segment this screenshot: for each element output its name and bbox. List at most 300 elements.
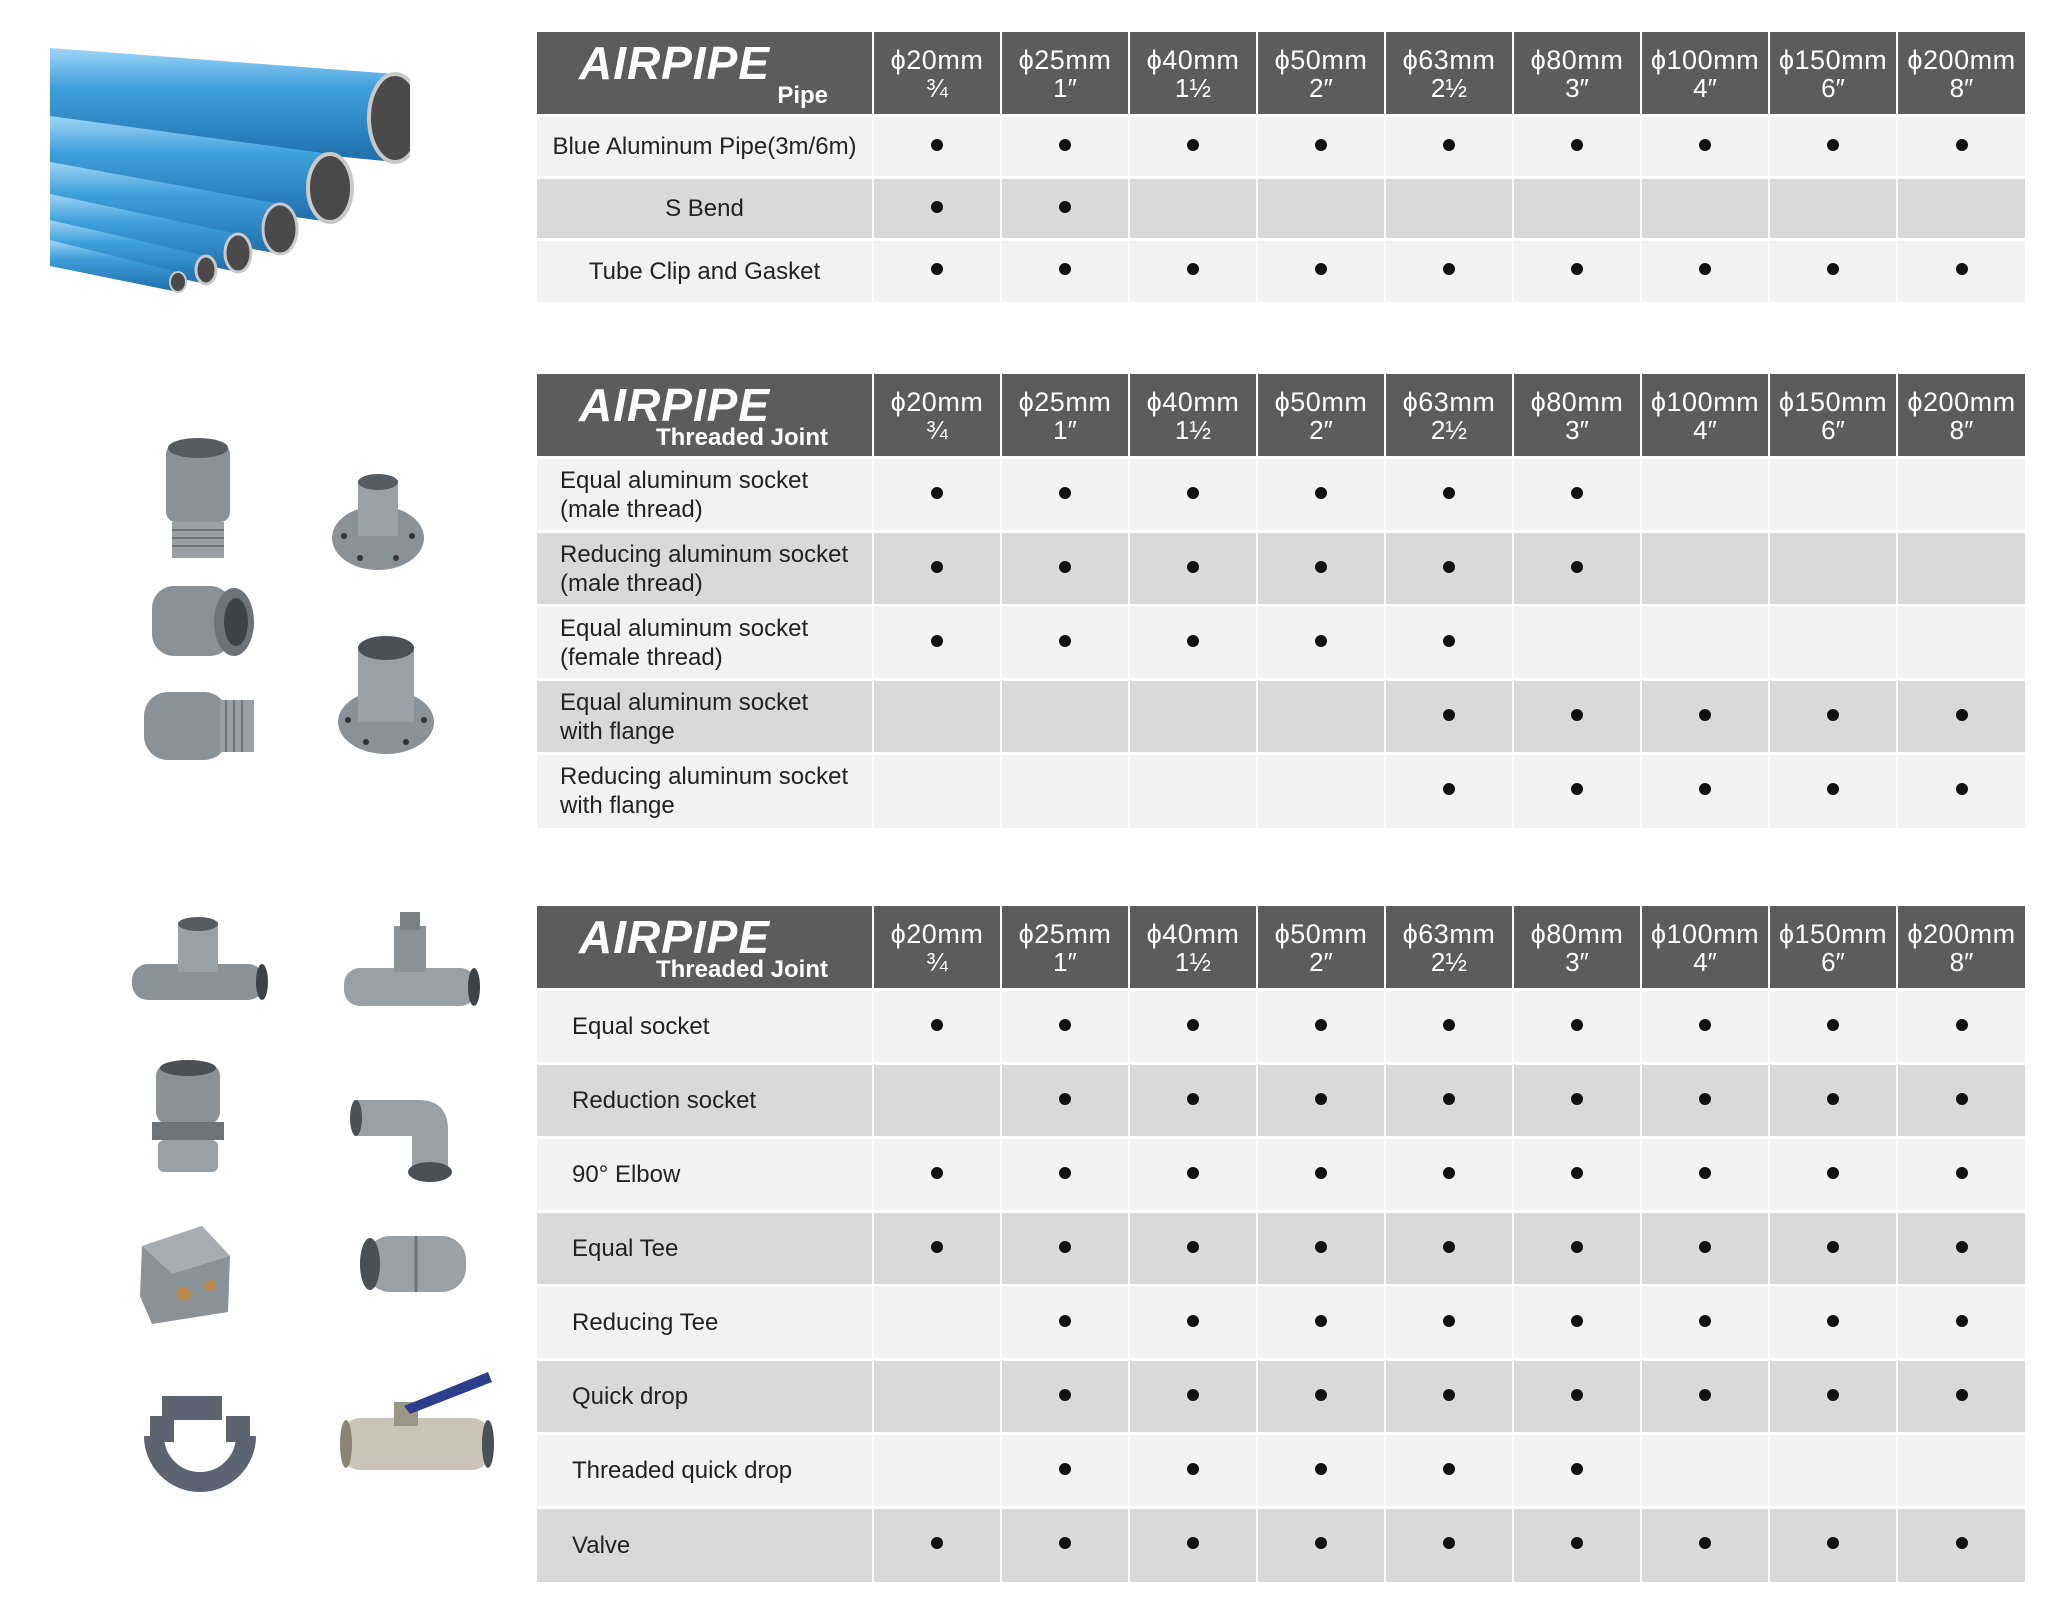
availability-dot-icon <box>1443 1463 1455 1475</box>
availability-dot-icon <box>1059 487 1071 499</box>
size-inch-label: 2½ <box>1430 415 1468 445</box>
availability-cell <box>1257 1360 1385 1434</box>
availability-cell <box>1513 990 1641 1064</box>
availability-cell <box>1513 754 1641 828</box>
availability-dot-icon <box>1827 139 1839 151</box>
availability-dot-icon <box>1315 1389 1327 1401</box>
size-inch-label: 1½ <box>1174 415 1212 445</box>
size-mm-label: ϕ40mm <box>1146 45 1240 75</box>
availability-cell <box>1001 1286 1129 1360</box>
size-mm-label: ϕ50mm <box>1274 919 1368 949</box>
availability-cell <box>1897 1064 2025 1138</box>
size-inch-label: 4″ <box>1693 947 1717 977</box>
availability-cell <box>873 1434 1001 1508</box>
row-label: S Bend <box>537 178 873 240</box>
availability-cell <box>1385 754 1513 828</box>
row-label: Tube Clip and Gasket <box>537 240 873 302</box>
size-column-header <box>1129 374 1257 458</box>
availability-cell <box>1897 532 2025 606</box>
size-column-header <box>1257 374 1385 458</box>
size-inch-label: 3″ <box>1565 415 1589 445</box>
tee-icon <box>128 912 268 1022</box>
availability-cell <box>1897 754 2025 828</box>
availability-cell <box>1641 178 1769 240</box>
availability-cell <box>1641 754 1769 828</box>
availability-cell <box>1385 1138 1513 1212</box>
availability-cell <box>1257 990 1385 1064</box>
size-mm-label: ϕ25mm <box>1018 919 1112 949</box>
size-column-header <box>873 906 1001 990</box>
availability-cell <box>1897 1286 2025 1360</box>
availability-cell <box>1001 1064 1129 1138</box>
availability-cell <box>1129 240 1257 302</box>
size-mm-label: ϕ200mm <box>1907 387 2016 417</box>
female-socket-icon <box>142 574 262 670</box>
size-mm-label: ϕ100mm <box>1650 45 1760 75</box>
size-mm-label: ϕ50mm <box>1274 45 1368 75</box>
flange-pipe-socket-icon <box>336 628 436 756</box>
size-inch-label: 1″ <box>1053 947 1077 977</box>
row-label: 90° Elbow <box>537 1138 873 1212</box>
availability-dot-icon <box>1827 1389 1839 1401</box>
availability-dot-icon <box>1571 1167 1583 1179</box>
availability-cell <box>1257 240 1385 302</box>
row-label: Reduction socket <box>537 1064 873 1138</box>
availability-dot-icon <box>1187 1315 1199 1327</box>
availability-dot-icon <box>1571 709 1583 721</box>
threaded-socket-icon <box>146 1058 230 1176</box>
size-inch-label: ¾ <box>926 73 948 103</box>
availability-dot-icon <box>1827 1019 1839 1031</box>
size-column-header <box>1513 906 1641 990</box>
availability-cell <box>873 1508 1001 1582</box>
availability-cell <box>1897 990 2025 1064</box>
ball-valve-icon <box>338 1366 494 1490</box>
availability-dot-icon <box>931 635 943 647</box>
availability-dot-icon <box>1443 139 1455 151</box>
availability-cell <box>1129 1286 1257 1360</box>
table-row <box>537 1138 2025 1212</box>
table-row <box>537 680 2025 754</box>
size-column-header <box>1257 32 1385 116</box>
availability-cell <box>1769 606 1897 680</box>
table-row <box>537 1508 2025 1582</box>
availability-cell <box>1385 116 1513 178</box>
availability-dot-icon <box>1699 1389 1711 1401</box>
availability-cell <box>1001 990 1129 1064</box>
availability-cell <box>1385 178 1513 240</box>
availability-cell <box>1257 606 1385 680</box>
availability-dot-icon <box>1699 783 1711 795</box>
size-header-row <box>537 906 2025 990</box>
availability-cell <box>1641 990 1769 1064</box>
availability-cell <box>1641 116 1769 178</box>
availability-cell <box>1129 606 1257 680</box>
availability-cell <box>1769 1064 1897 1138</box>
availability-cell <box>1257 1212 1385 1286</box>
availability-dot-icon <box>1059 139 1071 151</box>
size-mm-label: ϕ150mm <box>1778 45 1888 75</box>
availability-cell <box>1001 1434 1129 1508</box>
availability-dot-icon <box>1699 1093 1711 1105</box>
size-column-header <box>873 32 1001 116</box>
availability-cell <box>1257 1138 1385 1212</box>
size-mm-label: ϕ25mm <box>1018 387 1112 417</box>
availability-cell <box>873 680 1001 754</box>
availability-dot-icon <box>1571 1537 1583 1549</box>
availability-dot-icon <box>1699 1167 1711 1179</box>
brand-logo: AIRPIPE <box>579 379 771 431</box>
availability-dot-icon <box>1443 561 1455 573</box>
availability-cell <box>1129 1064 1257 1138</box>
availability-cell <box>873 532 1001 606</box>
availability-cell <box>1129 1212 1257 1286</box>
availability-cell <box>1769 1212 1897 1286</box>
size-inch-label: 6″ <box>1821 73 1845 103</box>
availability-dot-icon <box>1699 263 1711 275</box>
availability-dot-icon <box>1827 1537 1839 1549</box>
availability-cell <box>873 1286 1001 1360</box>
availability-dot-icon <box>931 1167 943 1179</box>
joint-fittings-spec-block <box>537 906 2025 1582</box>
availability-dot-icon <box>1571 561 1583 573</box>
availability-dot-icon <box>1443 1241 1455 1253</box>
availability-cell <box>1129 990 1257 1064</box>
availability-cell <box>1257 178 1385 240</box>
availability-cell <box>1385 1064 1513 1138</box>
size-mm-label: ϕ200mm <box>1907 45 2016 75</box>
availability-cell <box>1513 1138 1641 1212</box>
availability-cell <box>1513 1212 1641 1286</box>
availability-cell <box>1897 1138 2025 1212</box>
availability-dot-icon <box>1571 1389 1583 1401</box>
brand-logo: AIRPIPE <box>579 911 771 963</box>
availability-cell <box>1257 116 1385 178</box>
row-label: Equal aluminum socket (female thread) <box>537 606 873 680</box>
availability-cell <box>1641 1434 1769 1508</box>
availability-dot-icon <box>1571 139 1583 151</box>
availability-cell <box>1257 1508 1385 1582</box>
size-column-header <box>1897 374 2025 458</box>
size-column-header <box>1897 32 2025 116</box>
availability-cell <box>1257 754 1385 828</box>
availability-cell <box>1385 680 1513 754</box>
availability-dot-icon <box>1315 263 1327 275</box>
table-row <box>537 1360 2025 1434</box>
size-inch-label: 2″ <box>1309 947 1333 977</box>
availability-dot-icon <box>1443 1093 1455 1105</box>
size-mm-label: ϕ63mm <box>1402 45 1496 75</box>
availability-cell <box>873 1064 1001 1138</box>
availability-cell <box>1513 178 1641 240</box>
size-column-header <box>1385 906 1513 990</box>
size-inch-label: 8″ <box>1949 73 1974 103</box>
equal-socket-icon <box>356 1224 476 1304</box>
size-inch-label: 1½ <box>1174 947 1212 977</box>
size-mm-label: ϕ150mm <box>1778 919 1888 949</box>
availability-dot-icon <box>1187 1241 1199 1253</box>
availability-dot-icon <box>1956 1093 1968 1105</box>
availability-cell <box>1769 532 1897 606</box>
size-mm-label: ϕ20mm <box>890 919 984 949</box>
availability-cell <box>1897 240 2025 302</box>
size-inch-label: 6″ <box>1821 415 1845 445</box>
size-mm-label: ϕ20mm <box>890 45 984 75</box>
availability-cell <box>1769 458 1897 532</box>
availability-dot-icon <box>1059 1315 1071 1327</box>
row-label: Valve <box>537 1508 873 1582</box>
availability-dot-icon <box>1571 1093 1583 1105</box>
availability-dot-icon <box>1187 1093 1199 1105</box>
availability-dot-icon <box>931 263 943 275</box>
availability-cell <box>1257 458 1385 532</box>
brand-header-cell <box>537 906 873 990</box>
row-label: Equal socket <box>537 990 873 1064</box>
size-header-row <box>537 32 2025 116</box>
availability-cell <box>1641 240 1769 302</box>
availability-cell <box>1769 990 1897 1064</box>
availability-dot-icon <box>1443 1167 1455 1179</box>
availability-dot-icon <box>931 1241 943 1253</box>
row-label: Equal aluminum socket (male thread) <box>537 458 873 532</box>
availability-dot-icon <box>1827 1167 1839 1179</box>
availability-cell <box>873 1212 1001 1286</box>
size-column-header <box>1769 906 1897 990</box>
availability-cell <box>1513 680 1641 754</box>
availability-dot-icon <box>1443 635 1455 647</box>
availability-cell <box>873 1138 1001 1212</box>
availability-cell <box>1769 1434 1897 1508</box>
table-row <box>537 754 2025 828</box>
availability-dot-icon <box>1059 1389 1071 1401</box>
availability-dot-icon <box>1187 487 1199 499</box>
availability-cell <box>1513 606 1641 680</box>
size-mm-label: ϕ150mm <box>1778 387 1888 417</box>
availability-cell <box>1001 1508 1129 1582</box>
availability-cell <box>1641 1212 1769 1286</box>
availability-dot-icon <box>1315 561 1327 573</box>
availability-cell <box>1641 1138 1769 1212</box>
availability-cell <box>1001 240 1129 302</box>
availability-dot-icon <box>1187 1463 1199 1475</box>
availability-cell <box>1897 1508 2025 1582</box>
availability-cell <box>1641 1508 1769 1582</box>
availability-cell <box>1385 1508 1513 1582</box>
availability-cell <box>1001 1212 1129 1286</box>
availability-cell <box>1385 532 1513 606</box>
availability-dot-icon <box>1059 1167 1071 1179</box>
size-column-header <box>1385 374 1513 458</box>
availability-dot-icon <box>1059 1537 1071 1549</box>
availability-cell <box>1001 1360 1129 1434</box>
availability-dot-icon <box>1956 709 1968 721</box>
availability-cell <box>873 116 1001 178</box>
availability-cell <box>1513 116 1641 178</box>
size-column-header <box>1129 906 1257 990</box>
size-column-header <box>1897 906 2025 990</box>
availability-dot-icon <box>1571 263 1583 275</box>
threaded-joint-spec-table <box>537 374 2025 828</box>
availability-dot-icon <box>1699 139 1711 151</box>
availability-cell <box>1769 178 1897 240</box>
availability-dot-icon <box>931 139 943 151</box>
availability-dot-icon <box>1827 1093 1839 1105</box>
availability-dot-icon <box>1443 1315 1455 1327</box>
availability-cell <box>1513 1064 1641 1138</box>
size-inch-label: 4″ <box>1693 415 1717 445</box>
availability-dot-icon <box>1827 1241 1839 1253</box>
size-inch-label: 2″ <box>1309 73 1333 103</box>
availability-cell <box>873 606 1001 680</box>
availability-dot-icon <box>1187 139 1199 151</box>
size-inch-label: 6″ <box>1821 947 1845 977</box>
availability-dot-icon <box>1956 1389 1968 1401</box>
availability-cell <box>873 458 1001 532</box>
availability-cell <box>1129 458 1257 532</box>
availability-cell <box>1257 1286 1385 1360</box>
size-column-header <box>1513 32 1641 116</box>
availability-cell <box>1257 532 1385 606</box>
threaded-tee-icon <box>340 912 480 1032</box>
size-inch-label: 8″ <box>1949 947 1974 977</box>
brand-logo: AIRPIPE <box>579 37 771 89</box>
availability-dot-icon <box>1443 783 1455 795</box>
availability-cell <box>873 1360 1001 1434</box>
availability-cell <box>1897 1434 2025 1508</box>
pipe-clamp-icon <box>142 1376 258 1492</box>
availability-dot-icon <box>1699 1315 1711 1327</box>
availability-cell <box>1513 240 1641 302</box>
availability-dot-icon <box>1187 1167 1199 1179</box>
availability-cell <box>1897 458 2025 532</box>
size-header-row <box>537 374 2025 458</box>
quick-drop-icon <box>132 1216 240 1328</box>
size-inch-label: 2″ <box>1309 415 1333 445</box>
size-mm-label: ϕ80mm <box>1530 387 1624 417</box>
availability-dot-icon <box>1956 783 1968 795</box>
availability-dot-icon <box>1827 783 1839 795</box>
availability-cell <box>1513 1360 1641 1434</box>
availability-cell <box>1769 1508 1897 1582</box>
availability-dot-icon <box>1699 1019 1711 1031</box>
size-inch-label: 1½ <box>1174 73 1212 103</box>
availability-cell <box>1897 680 2025 754</box>
size-inch-label: 1″ <box>1053 415 1077 445</box>
availability-dot-icon <box>1443 1537 1455 1549</box>
availability-dot-icon <box>1315 1315 1327 1327</box>
availability-cell <box>1897 1212 2025 1286</box>
row-label: Reducing Tee <box>537 1286 873 1360</box>
size-inch-label: 2½ <box>1430 73 1468 103</box>
availability-dot-icon <box>931 201 943 213</box>
availability-dot-icon <box>1699 1241 1711 1253</box>
availability-cell <box>1897 606 2025 680</box>
availability-cell <box>1769 1360 1897 1434</box>
availability-cell <box>1001 754 1129 828</box>
availability-dot-icon <box>931 487 943 499</box>
row-label: Equal Tee <box>537 1212 873 1286</box>
pipe-spec-block <box>537 32 2025 302</box>
size-mm-label: ϕ50mm <box>1274 387 1368 417</box>
availability-cell <box>1641 680 1769 754</box>
availability-dot-icon <box>1956 1167 1968 1179</box>
size-column-header <box>1641 906 1769 990</box>
availability-dot-icon <box>1315 1463 1327 1475</box>
size-column-header <box>1385 32 1513 116</box>
size-column-header <box>1769 374 1897 458</box>
availability-dot-icon <box>1315 1093 1327 1105</box>
availability-dot-icon <box>1059 1241 1071 1253</box>
availability-dot-icon <box>1443 487 1455 499</box>
availability-dot-icon <box>1059 201 1071 213</box>
availability-cell <box>873 754 1001 828</box>
availability-dot-icon <box>931 1537 943 1549</box>
availability-cell <box>1897 1360 2025 1434</box>
reducing-socket-icon <box>138 678 266 774</box>
availability-dot-icon <box>1956 1019 1968 1031</box>
availability-dot-icon <box>1315 1241 1327 1253</box>
size-inch-label: 2½ <box>1430 947 1468 977</box>
availability-cell <box>1769 240 1897 302</box>
availability-dot-icon <box>1956 1537 1968 1549</box>
availability-cell <box>1385 990 1513 1064</box>
pipe-spec-table <box>537 32 2025 302</box>
availability-cell <box>1129 1508 1257 1582</box>
size-column-header <box>1257 906 1385 990</box>
availability-cell <box>1129 532 1257 606</box>
availability-dot-icon <box>1956 1315 1968 1327</box>
size-column-header <box>873 374 1001 458</box>
availability-dot-icon <box>1827 1315 1839 1327</box>
availability-cell <box>1257 1064 1385 1138</box>
availability-dot-icon <box>1956 139 1968 151</box>
availability-cell <box>1385 240 1513 302</box>
size-column-header <box>1001 906 1129 990</box>
table-row <box>537 1064 2025 1138</box>
availability-cell <box>1513 532 1641 606</box>
availability-cell <box>873 178 1001 240</box>
availability-cell <box>1641 532 1769 606</box>
size-mm-label: ϕ25mm <box>1018 45 1112 75</box>
availability-dot-icon <box>1956 1241 1968 1253</box>
availability-cell <box>1897 178 2025 240</box>
availability-cell <box>1001 532 1129 606</box>
availability-cell <box>1129 754 1257 828</box>
size-inch-label: 8″ <box>1949 415 1974 445</box>
availability-dot-icon <box>1059 635 1071 647</box>
availability-cell <box>1257 1434 1385 1508</box>
availability-cell <box>1001 606 1129 680</box>
size-inch-label: 3″ <box>1565 73 1589 103</box>
size-inch-label: 4″ <box>1693 73 1717 103</box>
availability-dot-icon <box>1059 263 1071 275</box>
availability-dot-icon <box>1443 1389 1455 1401</box>
row-label: Reducing aluminum socket with flange <box>537 754 873 828</box>
availability-dot-icon <box>1187 635 1199 647</box>
size-column-header <box>1513 374 1641 458</box>
size-mm-label: ϕ40mm <box>1146 387 1240 417</box>
table-row <box>537 178 2025 240</box>
size-inch-label: ¾ <box>926 947 948 977</box>
availability-dot-icon <box>1059 1463 1071 1475</box>
table-row <box>537 240 2025 302</box>
availability-dot-icon <box>1571 1463 1583 1475</box>
availability-cell <box>1641 458 1769 532</box>
availability-dot-icon <box>1571 487 1583 499</box>
row-label: Blue Aluminum Pipe(3m/6m) <box>537 116 873 178</box>
row-label: Equal aluminum socket with flange <box>537 680 873 754</box>
availability-cell <box>1513 1508 1641 1582</box>
